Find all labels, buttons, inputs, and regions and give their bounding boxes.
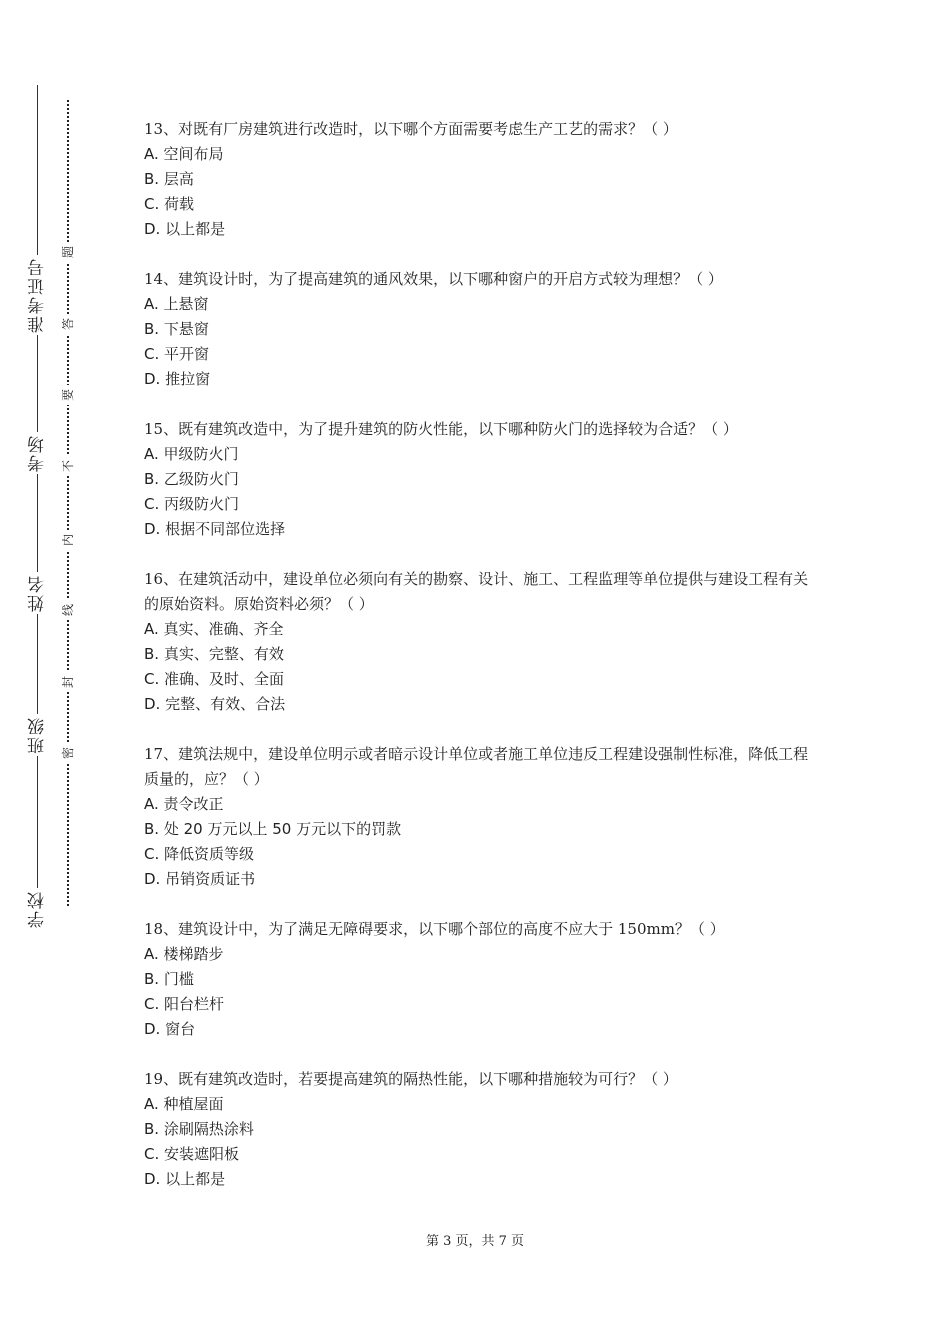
question-14 (144, 267, 814, 392)
option-a: A. 真实、准确、齐全 (144, 620, 284, 638)
option-b: B. 下悬窗 (144, 320, 209, 338)
question-15 (144, 417, 814, 542)
question-stem: 13、对既有厂房建筑进行改造时，以下哪个方面需要考虑生产工艺的需求？（ ） (144, 120, 678, 138)
seal-char: 题 (58, 242, 78, 262)
option-a: A. 种植屋面 (144, 1095, 224, 1113)
question-17 (144, 742, 814, 892)
option-b: B. 乙级防火门 (144, 470, 239, 488)
seal-dotted-line (67, 100, 69, 906)
option-b: B. 层高 (144, 170, 194, 188)
seal-char: 密 (58, 743, 78, 763)
field-label-exam-room: 考场 (20, 432, 56, 474)
seal-char: 要 (58, 385, 78, 405)
option-b: B. 门槛 (144, 970, 194, 988)
option-a: A. 楼梯踏步 (144, 945, 224, 963)
field-label-name: 姓名 (20, 572, 56, 614)
option-d: D. 推拉窗 (144, 370, 211, 388)
option-a: A. 空间布局 (144, 145, 224, 163)
field-label-class: 班级 (20, 714, 56, 756)
page-number: 第 3 页，共 7 页 (425, 1234, 525, 1249)
option-c: C. 平开窗 (144, 345, 210, 363)
seal-char: 封 (58, 672, 78, 692)
question-list (144, 117, 814, 1217)
question-stem: 18、建筑设计中，为了满足无障碍要求，以下哪个部位的高度不应大于 150mm？（ ） (144, 920, 725, 938)
question-16 (144, 567, 814, 717)
option-d: D. 窗台 (144, 1020, 196, 1038)
option-d: D. 以上都是 (144, 220, 226, 238)
option-c: C. 安装遮阳板 (144, 1145, 240, 1163)
option-c: C. 阳台栏杆 (144, 995, 225, 1013)
option-b: B. 涂刷隔热涂料 (144, 1120, 254, 1138)
seal-char: 内 (58, 530, 78, 550)
field-label-school: 学校 (20, 888, 56, 930)
question-stem: 19、既有建筑改造时，若要提高建筑的隔热性能，以下哪种措施较为可行？（ ） (144, 1070, 678, 1088)
option-a: A. 甲级防火门 (144, 445, 239, 463)
question-stem: 14、建筑设计时，为了提高建筑的通风效果，以下哪种窗户的开启方式较为理想？（ ） (144, 270, 723, 288)
option-c: C. 丙级防火门 (144, 495, 240, 513)
seal-char: 线 (58, 600, 78, 620)
question-stem: 15、既有建筑改造中，为了提升建筑的防火性能，以下哪种防火门的选择较为合适？（ ） (144, 420, 738, 438)
option-d: D. 吊销资质证书 (144, 870, 256, 888)
option-c: C. 降低资质等级 (144, 845, 255, 863)
question-13 (144, 117, 814, 242)
binding-strip (0, 0, 110, 1344)
option-b: B. 处 20 万元以上 50 万元以下的罚款 (144, 820, 402, 838)
option-d: D. 根据不同部位选择 (144, 520, 286, 538)
option-a: A. 上悬窗 (144, 295, 209, 313)
option-a: A. 责令改正 (144, 795, 224, 813)
option-d: D. 以上都是 (144, 1170, 226, 1188)
question-19 (144, 1067, 814, 1192)
option-c: C. 荷载 (144, 195, 195, 213)
binding-solid-line (37, 85, 38, 930)
question-18 (144, 917, 814, 1042)
seal-char: 答 (58, 314, 78, 334)
option-c: C. 准确、及时、全面 (144, 670, 285, 688)
question-stem: 16、在建筑活动中，建设单位必须向有关的勘察、设计、施工、工程监理等单位提供与建设工程有关的原始资料。原始资料必须？（ ） (144, 570, 809, 613)
option-d: D. 完整、有效、合法 (144, 695, 286, 713)
field-label-exam-id: 准考证号 (20, 255, 56, 335)
question-stem: 17、建筑法规中，建设单位明示或者暗示设计单位或者施工单位违反工程建设强制性标准，降低工程质量的，应？（ ） (144, 745, 809, 788)
option-b: B. 真实、完整、有效 (144, 645, 284, 663)
seal-char: 不 (58, 456, 78, 476)
